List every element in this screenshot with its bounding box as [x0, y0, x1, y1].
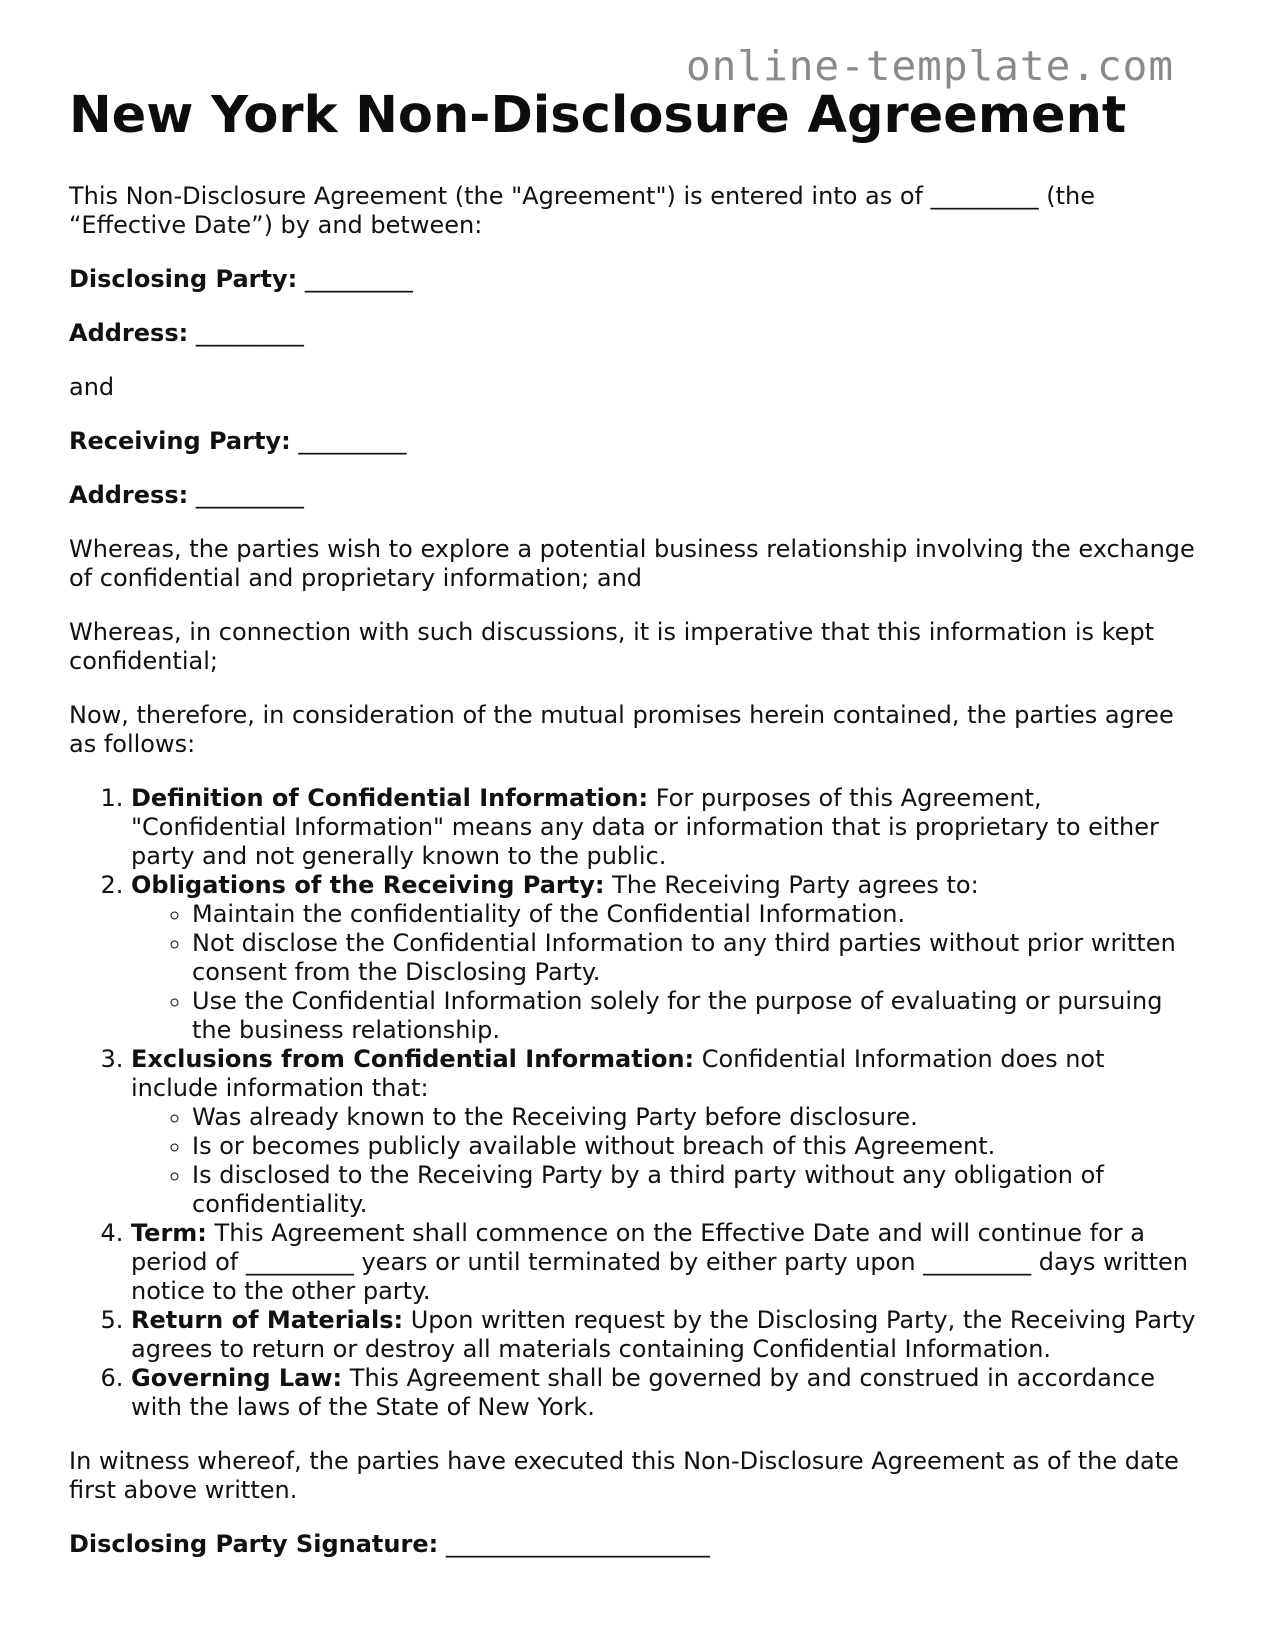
- receiving-address-blank[interactable]: _________: [195, 481, 304, 509]
- and-text: and: [69, 373, 115, 401]
- disclosing-party-blank[interactable]: _________: [304, 265, 413, 293]
- disclosing-party-label: Disclosing Party:: [69, 265, 298, 293]
- whereas-paragraph-2: Whereas, in connection with such discussions, it is imperative that this information is kept confidential;: [69, 618, 1155, 675]
- clause-heading: Obligations of the Receiving Party:: [131, 871, 605, 899]
- clause-item: [131, 784, 1199, 871]
- signature-label: Disclosing Party Signature:: [69, 1530, 439, 1558]
- disclosing-address-blank[interactable]: _________: [195, 319, 304, 347]
- receiving-party-label: Receiving Party:: [69, 427, 291, 455]
- clause-heading: Term:: [131, 1219, 207, 1247]
- signature-blank[interactable]: ______________________: [445, 1530, 710, 1558]
- clause-item: [131, 1219, 1199, 1306]
- clause-heading: Governing Law:: [131, 1364, 343, 1392]
- clause-text: For purposes of this Agreement, "Confidential Information" means any data or information that is proprietary to either party and not generally known to the public.: [131, 784, 1159, 870]
- subitem: ◦ Is disclosed to the Receiving Party by a third party without any obligation of confidentiality.: [192, 1161, 1199, 1219]
- clause-text: Upon written request by the Disclosing Party, the Receiving Party agrees to return or destroy all materials containing Confidential Information.: [131, 1306, 1196, 1363]
- subitem: ◦ Use the Confidential Information solely for the purpose of evaluating or pursuing the business relationship.: [192, 987, 1199, 1045]
- clause-item: [131, 1306, 1199, 1364]
- clauses-list: [69, 784, 1199, 1422]
- receiving-address-line: [69, 481, 1199, 510]
- receiving-party-line: [69, 427, 1199, 456]
- clause-item: [131, 1045, 1199, 1219]
- clause-item: [131, 871, 1199, 1045]
- subitem: ◦ Is or becomes publicly available without breach of this Agreement.: [192, 1132, 1199, 1161]
- document-title: New York Non-Disclosure Agreement: [69, 86, 1127, 145]
- clause-text: Confidential Information does not include information that:: [131, 1045, 1105, 1102]
- clause-subitems: [131, 1103, 1199, 1219]
- subitem: ◦ Maintain the confidentiality of the Confidential Information.: [192, 900, 1199, 929]
- witness-paragraph: In witness whereof, the parties have executed this Non-Disclosure Agreement as of the date first above written.: [69, 1447, 1179, 1504]
- watermark-text: online-template.com: [686, 42, 1174, 90]
- now-therefore-paragraph: Now, therefore, in consideration of the mutual promises herein contained, the parties agree as follows:: [69, 701, 1174, 758]
- clause-heading: Exclusions from Confidential Information:: [131, 1045, 695, 1073]
- signature-line: [69, 1530, 1199, 1559]
- clause-text: This Agreement shall commence on the Effective Date and will continue for a period of _________ years or until terminated by either party upon _________ days written notice to the other party.: [131, 1219, 1189, 1305]
- clause-text: The Receiving Party agrees to:: [612, 871, 979, 899]
- intro-paragraph: This Non-Disclosure Agreement (the "Agreement") is entered into as of _________ (the “Effective Date”) by and between:: [69, 182, 1095, 239]
- disclosing-party-line: [69, 265, 1199, 294]
- clause-heading: Return of Materials:: [131, 1306, 404, 1334]
- subitem: ◦ Was already known to the Receiving Party before disclosure.: [192, 1103, 1199, 1132]
- document-page: [69, 84, 1199, 1584]
- clause-text: This Agreement shall be governed by and construed in accordance with the laws of the State of New York.: [131, 1364, 1155, 1421]
- disclosing-address-label: Address:: [69, 319, 189, 347]
- clause-item: [131, 1364, 1199, 1422]
- whereas-paragraph-1: Whereas, the parties wish to explore a potential business relationship involving the exchange of confidential and proprietary information; and: [69, 535, 1195, 592]
- receiving-address-label: Address:: [69, 481, 189, 509]
- subitem: ◦ Not disclose the Confidential Information to any third parties without prior written consent from the Disclosing Party.: [192, 929, 1199, 987]
- clause-heading: Definition of Confidential Information:: [131, 784, 649, 812]
- receiving-party-blank[interactable]: _________: [298, 427, 407, 455]
- disclosing-address-line: [69, 319, 1199, 348]
- clause-subitems: [131, 900, 1199, 1045]
